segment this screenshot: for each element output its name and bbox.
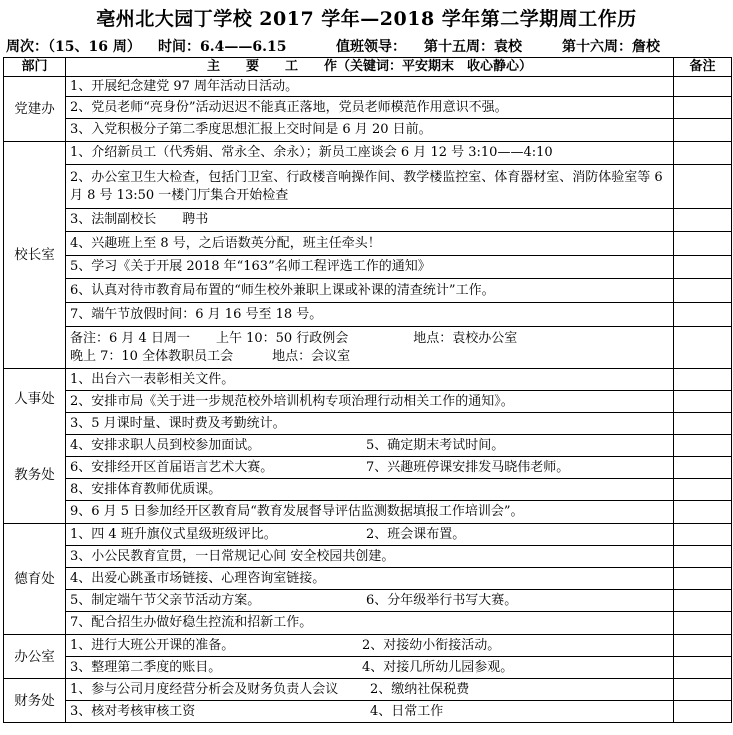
table-row: [4, 568, 732, 590]
header-note: 备注: [674, 58, 732, 77]
week-label: 周次：（15、16 周）: [6, 39, 141, 55]
dept-hr-academic: [4, 369, 66, 524]
table-row: [4, 232, 732, 256]
schedule-meta: [6, 36, 730, 56]
principal-item: 5、学习《关于开展 2018 年“163”名师工程评选工作的通知》: [66, 256, 674, 279]
table-row: [4, 635, 732, 657]
principal-item: 3、法制副校长 聘书: [66, 209, 674, 232]
principal-remark: [66, 327, 674, 369]
note-cell: [674, 413, 732, 435]
dept-academic: 教务处: [14, 467, 55, 483]
office-item-right: 2、对接幼小衔接活动。: [362, 637, 501, 653]
note-cell: [674, 279, 732, 303]
dept-moral: 德育处: [4, 524, 66, 635]
hr-item: 1、出台六一表彰相关文件。: [66, 369, 674, 391]
finance-item-left: 1、参与公司月度经营分析会及财务负责人会议: [70, 681, 339, 697]
table-row: [4, 77, 732, 97]
table-row: [4, 590, 732, 612]
table-row: [4, 369, 732, 391]
finance-item-left: 3、核对考核审核工资: [70, 703, 196, 719]
principal-item: 2、办公室卫生大检查，包括门卫室、行政楼音响操作间、教学楼监控室、体育器材室、消防体验室等 6 月 8 号 13:50 一楼门厅集合开始检查: [66, 165, 674, 209]
table-row: [4, 457, 732, 479]
office-item: [66, 657, 674, 679]
note-cell: [674, 119, 732, 142]
table-row: [4, 479, 732, 501]
academic-item-left: 6、安排经开区首届语言艺术大赛。: [70, 459, 274, 475]
moral-item: 3、小公民教育宣贯，一日常规记心间 安全校园共创建。: [66, 546, 674, 568]
table-row: [4, 142, 732, 165]
note-cell: [674, 435, 732, 457]
time-label: 时间：6.4——6.15: [158, 39, 287, 55]
duty-week15: 第十五周：袁校: [424, 39, 522, 55]
table-row: [4, 209, 732, 232]
note-cell: [674, 142, 732, 165]
table-row: [4, 701, 732, 723]
table-row: [4, 256, 732, 279]
hr-item: 3、5 月课时量、课时费及考勤统计。: [66, 413, 674, 435]
academic-item: 8、安排体育教师优质课。: [66, 479, 674, 501]
principal-item: 7、端午节放假时间：6 月 16 号至 18 号。: [66, 303, 674, 327]
note-cell: [674, 97, 732, 119]
note-cell: [674, 590, 732, 612]
table-row: [4, 97, 732, 119]
header-dept: 部门: [4, 58, 66, 77]
table-row: [4, 679, 732, 701]
note-cell: [674, 524, 732, 546]
party-item: 3、入党积极分子第二季度思想汇报上交时间是 6 月 20 日前。: [66, 119, 674, 142]
note-cell: [674, 77, 732, 97]
duty-label: 值班领导：: [336, 39, 406, 55]
principal-item: 4、兴趣班上至 8 号，之后语数英分配，班主任牵头！: [66, 232, 674, 256]
party-item: 2、党员老师“亮身份”活动迟迟不能真正落地，党员老师模范作用意识不强。: [66, 97, 674, 119]
table-row: [4, 391, 732, 413]
table-header-row: [4, 58, 732, 77]
table-row: [4, 435, 732, 457]
office-item-right: 4、对接几所幼儿园参观。: [362, 659, 514, 675]
academic-item-left: 4、安排求职人员到校参加面试。: [70, 437, 261, 453]
party-item: 1、开展纪念建党 97 周年活动日活动。: [66, 77, 674, 97]
moral-item-left: 1、四 4 班升旗仪式星级班级评比。: [70, 526, 277, 542]
table-row: [4, 657, 732, 679]
work-calendar-table: [3, 57, 732, 723]
finance-item: [66, 679, 674, 701]
note-cell: [674, 209, 732, 232]
note-cell: [674, 391, 732, 413]
note-cell: [674, 303, 732, 327]
finance-item: [66, 701, 674, 723]
academic-item-right: 7、兴趣班停课安排发马晓伟老师。: [366, 459, 570, 475]
moral-item-right: 2、班会课布置。: [366, 526, 466, 542]
header-work: 主 要 工 作（关键词：平安期末 收心静心）: [66, 58, 674, 77]
remark-line-1: 备注：6 月 4 日周一 上午 10：50 行政例会 地点：袁校办公室: [70, 330, 518, 346]
moral-item: 7、配合招生办做好稳生控流和招新工作。: [66, 612, 674, 635]
academic-item-right: 5、确定期末考试时间。: [366, 437, 505, 453]
note-cell: [674, 369, 732, 391]
principal-item: 6、认真对待市教育局布置的“师生校外兼职上课或补课的清查统计”工作。: [66, 279, 674, 303]
note-cell: [674, 568, 732, 590]
dept-hr: 人事处: [14, 391, 55, 407]
duty-week16: 第十六周：詹校: [562, 39, 660, 55]
table-row: [4, 279, 732, 303]
finance-item-right: 2、缴纳社保税费: [370, 681, 470, 697]
moral-item: [66, 590, 674, 612]
note-cell: [674, 679, 732, 701]
moral-item: 4、出爱心跳蚤市场链接、心理咨询室链接。: [66, 568, 674, 590]
note-cell: [674, 327, 732, 369]
note-cell: [674, 165, 732, 209]
note-cell: [674, 612, 732, 635]
principal-item: 1、介绍新员工（代秀娟、常永全、余永）；新员工座谈会 6 月 12 号 3:10——4:10: [66, 142, 674, 165]
note-cell: [674, 657, 732, 679]
finance-item-right: 4、日常工作: [370, 703, 444, 719]
academic-item: 9、6 月 5 日参加经开区教育局“教育发展督导评估监测数据填报工作培训会”。: [66, 501, 674, 524]
note-cell: [674, 501, 732, 524]
table-row: [4, 501, 732, 524]
academic-item: [66, 435, 674, 457]
moral-item-left: 5、制定端午节父亲节活动方案。: [70, 592, 261, 608]
note-cell: [674, 457, 732, 479]
note-cell: [674, 232, 732, 256]
office-item: [66, 635, 674, 657]
table-row: [4, 119, 732, 142]
table-row: [4, 303, 732, 327]
dept-party: 党建办: [4, 77, 66, 142]
note-cell: [674, 256, 732, 279]
table-row: [4, 327, 732, 369]
table-row: [4, 546, 732, 568]
office-item-left: 3、整理第二季度的账目。: [70, 659, 222, 675]
hr-item: 2、安排市局《关于进一步规范校外培训机构专项治理行动相关工作的通知》。: [66, 391, 674, 413]
note-cell: [674, 546, 732, 568]
note-cell: [674, 479, 732, 501]
dept-principal: 校长室: [4, 142, 66, 369]
table-row: [4, 165, 732, 209]
remark-line-2: 晚上 7：10 全体教职员工会 地点：会议室: [70, 348, 351, 364]
academic-item: [66, 457, 674, 479]
table-row: [4, 524, 732, 546]
moral-item-right: 6、分年级举行书写大赛。: [366, 592, 518, 608]
note-cell: [674, 701, 732, 723]
dept-finance: 财务处: [4, 679, 66, 723]
office-item-left: 1、进行大班公开课的准备。: [70, 637, 235, 653]
moral-item: [66, 524, 674, 546]
table-row: [4, 612, 732, 635]
table-row: [4, 413, 732, 435]
page-title: 亳州北大园丁学校 2017 学年—2018 学年第二学期周工作历: [96, 8, 637, 30]
dept-office: 办公室: [4, 635, 66, 679]
note-cell: [674, 635, 732, 657]
